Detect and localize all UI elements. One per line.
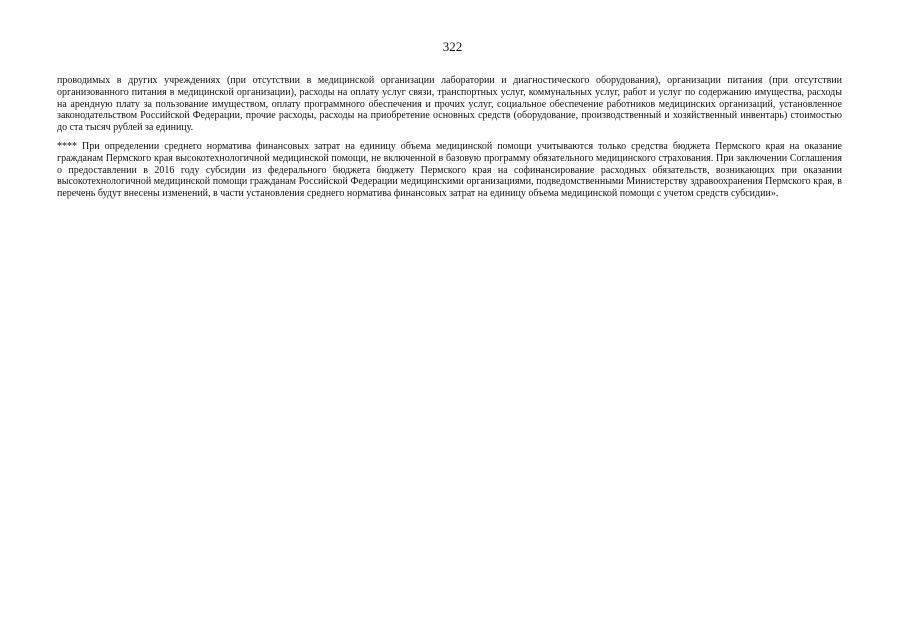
document-body <box>57 75 842 200</box>
footnote-paragraph: **** При определении среднего норматива финансовых затрат на единицу объема медицинской помощи учитываются только средства бюджета Пермского края на оказание гражданам Пермского края высокотехнологичной медицинской помощи, не включенной в базовую программу обязательного медицинского страхования. При заключении Соглашения о предоставлении в 2016 году субсидии из федерального бюджета бюджету Пермского края на софинансирование расходных обязательств, возникающих при оказании высокотехнологичной медицинской помощи гражданам Российской Федерации медицинскими организациями, подведомственными Министерству здравоохранения Пермского края, в перечень будут внесены изменений, в части установления среднего норматива финансовых затрат на единицу объема медицинской помощи с учетом средств субсидии». <box>57 140 842 200</box>
page-number: 322 <box>442 39 463 54</box>
paragraph-continuation: проводимых в других учреждениях (при отсутствии в медицинской организации лаборатории и диагностического оборудования), организации питания (при отсутствии организованного питания в медицинской организации), расходы на оплату услуг связи, транспортных услуг, коммунальных услуг, работ и услуг по содержанию имущества, расходы на арендную плату за пользование имуществом, оплату программного обеспечения и прочих услуг, социальное обеспечение работников медицинских организаций, установленное законодательством Российской Федерации, прочие расходы, расходы на приобретение основных средств (оборудование, производственный и хозяйственный инвентарь) стоимостью до ста тысяч рублей за единицу. <box>57 75 842 134</box>
